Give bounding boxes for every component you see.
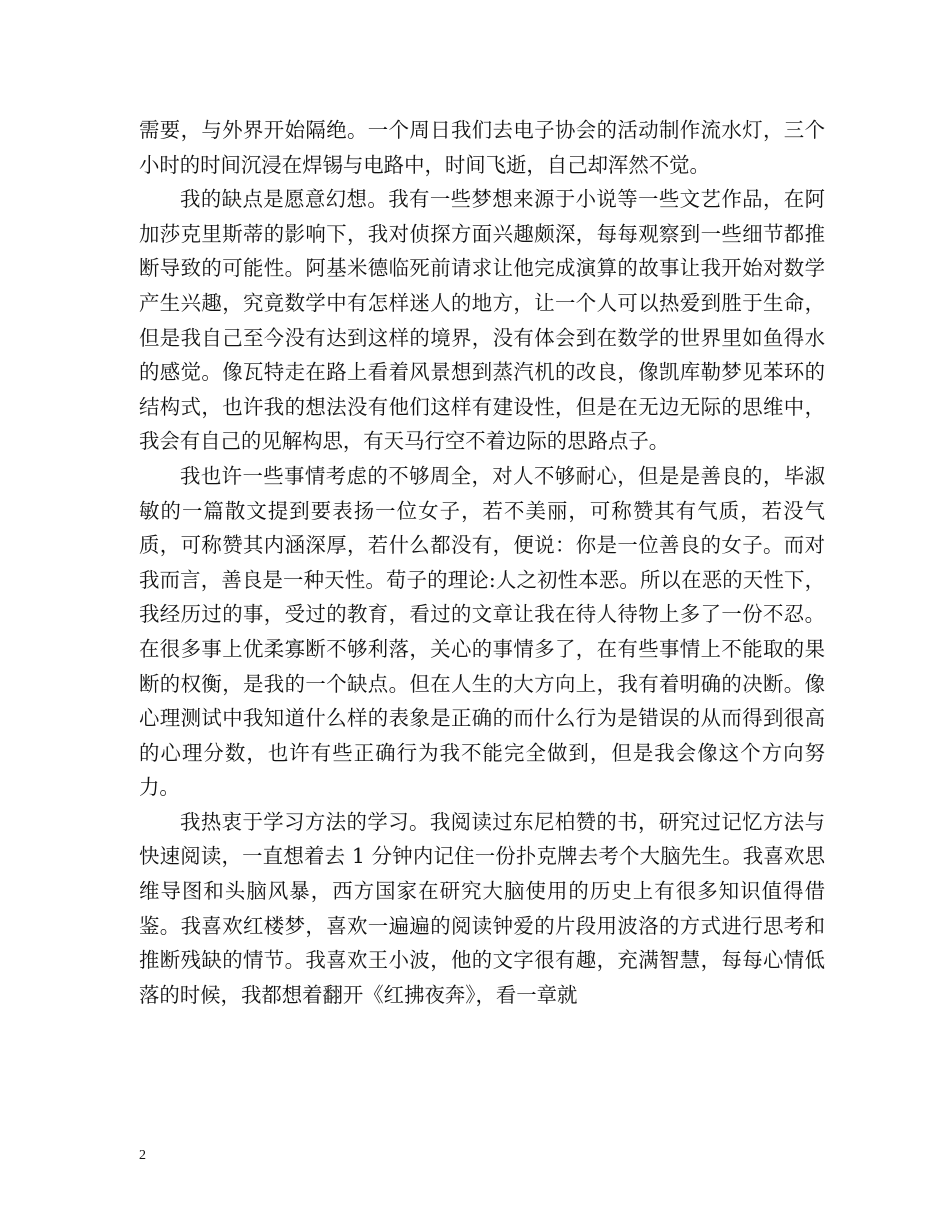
paragraph-learning-methods: 我热衷于学习方法的学习。我阅读过东尼柏赞的书，研究过记忆方法与快速阅读，一直想着去 1 分钟内记住一份扑克牌去考个大脑先生。我喜欢思维导图和头脑风暴，西方国家在研究大脑使用的历史上有很多知识值得借鉴。我喜欢红楼梦，喜欢一遍遍的阅读钟爱的片段用波洛的方式进行思考和推断残缺的情节。我喜欢王小波，他的文字很有趣，充满智慧，每每心情低落的时候，我都想着翻开《红拂夜奔》，看一章就: [139, 809, 825, 1007]
paragraph-continuation: 需要，与外界开始隔绝。一个周日我们去电子协会的活动制作流水灯，三个小时的时间沉浸在焊锡与电路中，时间飞逝，自己却浑然不觉。: [139, 118, 825, 177]
page-number: 2: [139, 1148, 146, 1163]
paragraph-kindness: 我也许一些事情考虑的不够周全，对人不够耐心，但是是善良的，毕淑敏的一篇散文提到要表扬一位女子，若不美丽，可称赞其有气质，若没气质，可称赞其内涵深厚，若什么都没有，便说：你是一位善良的女子。而对我而言，善良是一种天性。荀子的理论:人之初性本恶。所以在恶的天性下，我经历过的事，受过的教育，看过的文章让我在待人待物上多了一份不忍。在很多事上优柔寡断不够利落，关心的事情多了，在有些事情上不能取的果断的权衡，是我的一个缺点。但在人生的大方向上，我有着明确的决断。像心理测试中我知道什么样的表象是正确的而什么行为是错误的从而得到很高的心理分数，也许有些正确行为我不能完全做到，但是我会像这个方向努力。: [139, 463, 825, 800]
body-text: [139, 113, 825, 1012]
paragraph-fantasy: 我的缺点是愿意幻想。我有一些梦想来源于小说等一些文艺作品，在阿加莎克里斯蒂的影响下，我对侦探方面兴趣颇深，每每观察到一些细节都推断导致的可能性。阿基米德临死前请求让他完成演算的故事让我开始对数学产生兴趣，究竟数学中有怎样迷人的地方，让一个人可以热爱到胜于生命，但是我自己至今没有达到这样的境界，没有体会到在数学的世界里如鱼得水的感觉。像瓦特走在路上看着风景想到蒸汽机的改良，像凯库勒梦见苯环的结构式，也许我的想法没有他们这样有建设性，但是在无边无际的思维中，我会有自己的见解构思，有天马行空不着边际的思路点子。: [139, 187, 825, 454]
